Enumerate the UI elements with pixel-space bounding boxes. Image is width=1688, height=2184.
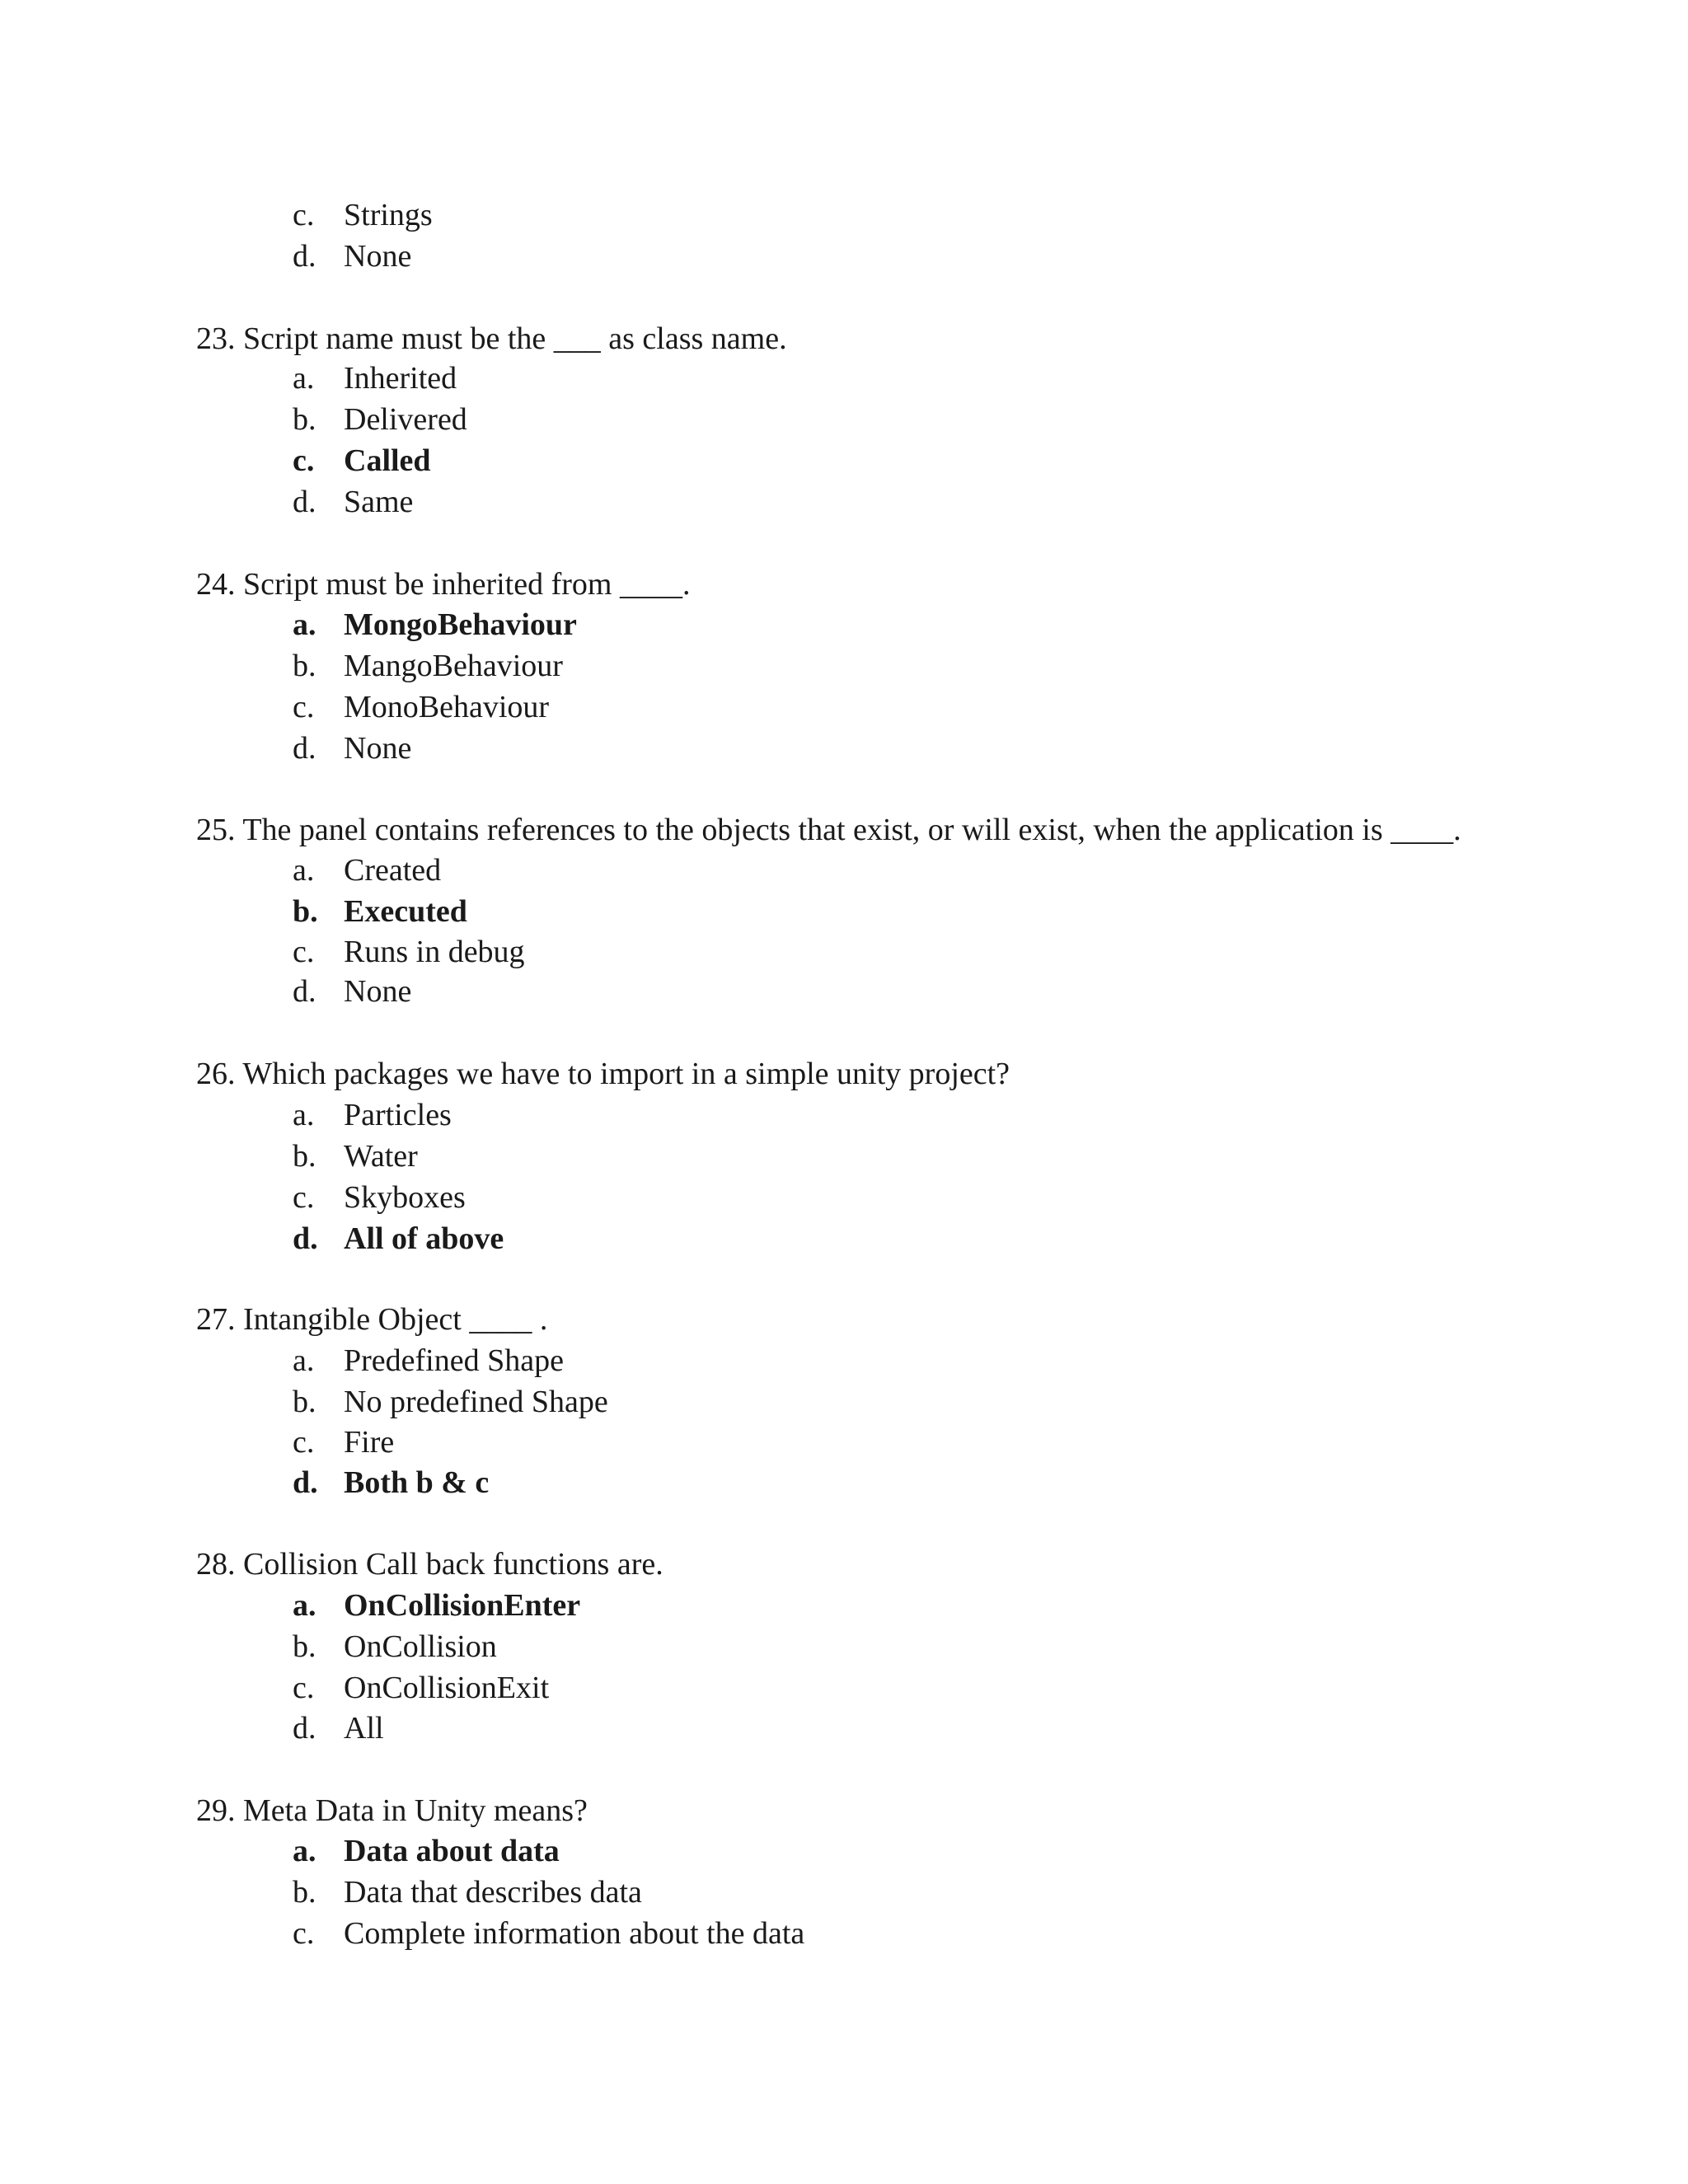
option-letter: c. [293,1916,315,1951]
option-b-correct-answer [293,891,467,932]
option-a [293,358,457,399]
option-text: Executed [344,894,467,929]
option-b [293,1136,418,1177]
question-number: 28. [196,1547,236,1582]
question-27 [196,1299,547,1340]
option-letter: a. [293,853,315,888]
option-letter: d. [293,1711,316,1746]
option-text: All of above [344,1221,504,1256]
option-text: None [344,239,412,274]
question-24 [196,564,690,605]
option-d [293,236,411,277]
question-29 [196,1790,588,1831]
option-text: Complete information about the data [344,1916,805,1951]
option-text: Delivered [344,402,467,437]
option-letter: a. [293,1098,315,1132]
option-d-correct-answer [293,1462,489,1503]
option-text: No predefined Shape [344,1385,608,1419]
option-letter: c. [293,1180,315,1215]
option-letter: a. [293,607,316,642]
option-d [293,1708,384,1749]
option-letter: d. [293,1465,318,1500]
question-number: 27. [196,1302,236,1337]
option-b [293,399,467,440]
option-text: OnCollisionExit [344,1671,550,1705]
question-23 [196,318,787,359]
option-letter: b. [293,1385,316,1419]
option-letter: c. [293,1671,315,1705]
question-number: 26. [196,1057,236,1091]
option-c [293,1667,549,1708]
question-25 [196,809,1461,851]
option-letter: b. [293,1139,316,1174]
option-text: MangoBehaviour [344,649,563,683]
question-26 [196,1053,1010,1094]
option-letter: c. [293,443,315,478]
question-text: The panel contains references to the objects that exist, or will exist, when the application is ____. [242,813,1461,847]
question-text: Collision Call back functions are. [243,1547,663,1582]
question-number: 24. [196,567,236,602]
option-text: Particles [344,1098,452,1132]
option-text: Strings [344,198,433,232]
option-letter: a. [293,361,315,396]
option-d-correct-answer [293,1218,504,1259]
question-number: 25. [196,813,236,847]
option-letter: d. [293,1221,318,1256]
option-letter: d. [293,239,316,274]
option-letter: b. [293,649,316,683]
option-text: Runs in debug [344,935,525,969]
option-text: None [344,974,412,1009]
option-letter: c. [293,690,315,724]
option-letter: b. [293,894,318,929]
option-text: Predefined Shape [344,1343,564,1378]
option-text: Data about data [344,1834,560,1868]
option-letter: a. [293,1343,315,1378]
option-letter: a. [293,1588,316,1623]
option-b [293,1872,642,1913]
option-text: Water [344,1139,418,1174]
option-letter: d. [293,731,316,766]
option-letter: d. [293,485,316,519]
option-text: Inherited [344,361,457,396]
option-c [293,1913,804,1954]
question-text: Script name must be the ___ as class name. [243,321,787,356]
option-letter: b. [293,1629,316,1664]
option-letter: b. [293,402,316,437]
option-text: None [344,731,412,766]
option-letter: c. [293,935,315,969]
option-c [293,194,433,236]
option-text: OnCollisionEnter [344,1588,581,1623]
question-text: Intangible Object ____ . [243,1302,548,1337]
question-number: 29. [196,1793,236,1828]
option-letter: c. [293,1425,315,1460]
option-d [293,481,413,523]
question-28 [196,1544,663,1585]
option-a-correct-answer [293,1585,580,1626]
option-text: Skyboxes [344,1180,466,1215]
option-text: Called [344,443,431,478]
option-text: MonoBehaviour [344,690,550,724]
option-text: Created [344,853,442,888]
option-c-correct-answer [293,440,431,481]
option-c [293,931,525,972]
option-text: All [344,1711,384,1746]
option-letter: a. [293,1834,316,1868]
option-text: Same [344,485,414,519]
option-a-correct-answer [293,1830,560,1872]
option-d [293,971,411,1012]
question-text: Which packages we have to import in a simple unity project? [242,1057,1010,1091]
option-a [293,1094,452,1136]
option-letter: b. [293,1875,316,1910]
option-b [293,1626,497,1667]
option-letter: d. [293,974,316,1009]
option-text: MongoBehaviour [344,607,577,642]
option-a-correct-answer [293,604,577,645]
option-b [293,645,563,687]
option-c [293,1177,466,1218]
option-letter: c. [293,198,315,232]
option-text: Both b & c [344,1465,490,1500]
option-text: Data that describes data [344,1875,642,1910]
option-b [293,1381,608,1422]
question-text: Script must be inherited from ____. [243,567,691,602]
option-c [293,1422,394,1463]
question-text: Meta Data in Unity means? [243,1793,588,1828]
option-text: Fire [344,1425,395,1460]
question-number: 23. [196,321,236,356]
option-a [293,850,441,891]
option-c [293,687,549,728]
option-d [293,728,411,769]
option-a [293,1340,564,1381]
option-text: OnCollision [344,1629,497,1664]
